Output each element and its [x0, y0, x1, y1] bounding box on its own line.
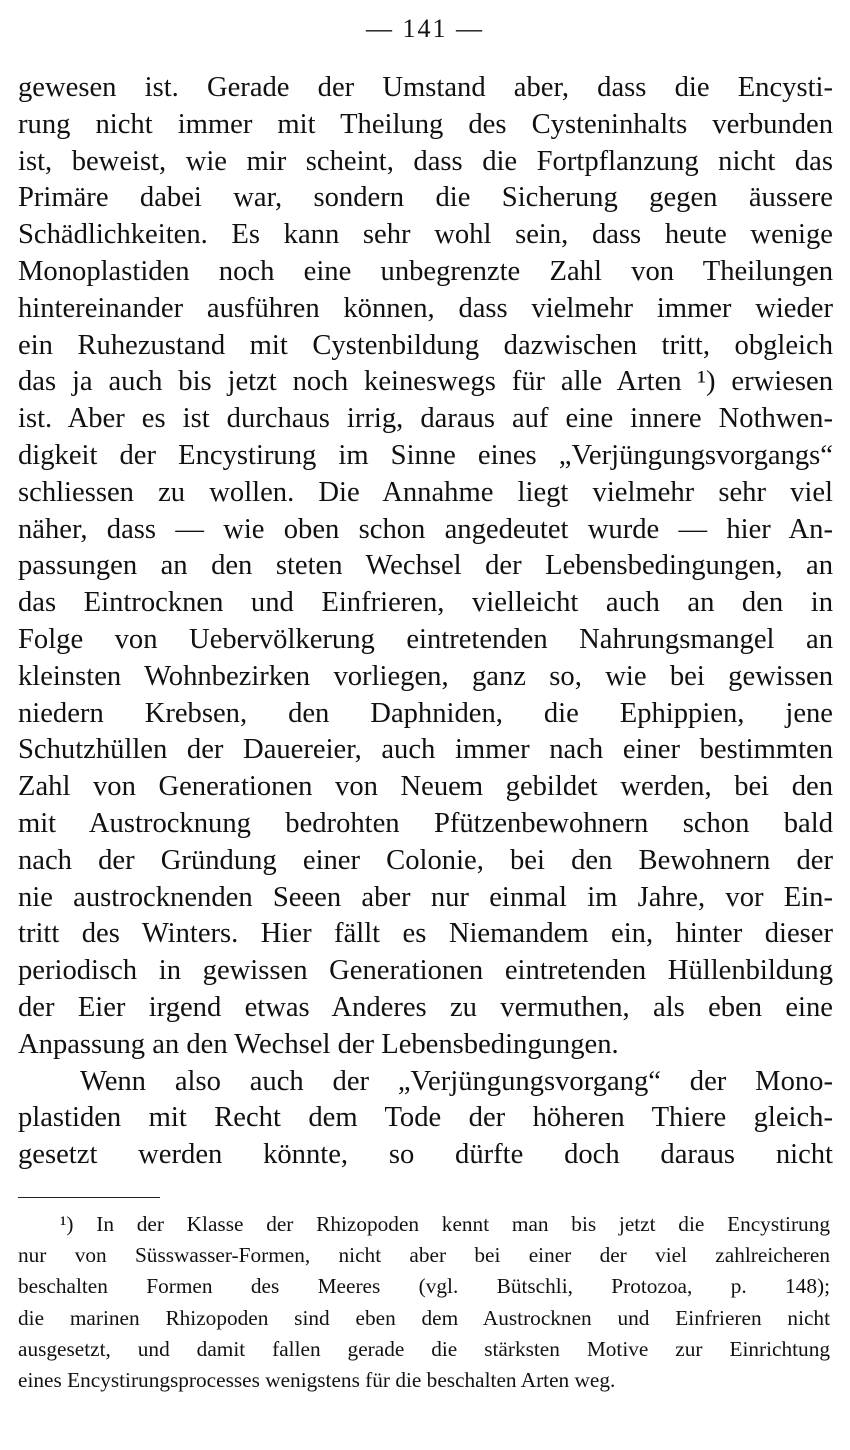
text-line: digkeit der Encystirung im Sinne eines „Verjüngungsvorgangs“: [18, 439, 833, 471]
text-line: Schädlichkeiten. Es kann sehr wohl sein, dass heute wenige: [18, 219, 833, 251]
text-line: Wenn also auch der „Verjüngungsvorgang“ der Mono-: [80, 1065, 833, 1097]
text-line: kleinsten Wohnbezirken vorliegen, ganz so, wie bei gewissen: [18, 660, 833, 692]
text-line: schliessen zu wollen. Die Annahme liegt vielmehr sehr viel: [18, 476, 833, 508]
text-line: Zahl von Generationen von Neuem gebildet werden, bei den: [18, 771, 833, 803]
text-line: näher, dass — wie oben schon angedeutet wurde — hier An-: [18, 513, 833, 545]
text-line: gewesen ist. Gerade der Umstand aber, dass die Encysti-: [18, 72, 833, 103]
page-number: — 141 —: [366, 14, 484, 43]
text-line: periodisch in gewissen Generationen eintretenden Hüllenbildung: [18, 955, 833, 987]
text-line: ein Ruhezustand mit Cystenbildung dazwischen tritt, obgleich: [18, 329, 833, 361]
text-line: Primäre dabei war, sondern die Sicherung gegen äussere: [18, 182, 833, 214]
text-line: niedern Krebsen, den Daphniden, die Ephippien, jene: [18, 697, 833, 729]
footnote: [18, 1209, 830, 1396]
text-line: rung nicht immer mit Theilung des Cysteninhalts verbunden: [18, 108, 833, 140]
text-line: Folge von Uebervölkerung eintretenden Nahrungsmangel an: [18, 623, 833, 655]
text-line: nach der Gründung einer Colonie, bei den Bewohnern der: [18, 844, 833, 876]
text-line: das ja auch bis jetzt noch keineswegs für alle Arten ¹) erwiesen: [18, 366, 833, 398]
text-line: Schutzhüllen der Dauereier, auch immer nach einer bestimmten: [18, 734, 833, 766]
text-line: der Eier irgend etwas Anderes zu vermuthen, als eben eine: [18, 991, 833, 1023]
text-line: gesetzt werden könnte, so dürfte doch daraus nicht: [18, 1139, 833, 1171]
footnote-line: eines Encystirungsprocesses wenigstens für die beschalten Arten weg.: [18, 1368, 616, 1393]
footnote-line: ausgesetzt, und damit fallen gerade die stärksten Motive zur Einrichtung: [18, 1336, 830, 1361]
text-line: nie austrocknenden Seeen aber nur einmal im Jahre, vor Ein-: [18, 881, 833, 913]
text-line: hintereinander ausführen können, dass vielmehr immer wieder: [18, 292, 833, 324]
footnote-line: beschalten Formen des Meeres (vgl. Bütschli, Protozoa, p. 148);: [18, 1274, 830, 1299]
text-line: ist. Aber es ist durchaus irrig, daraus auf eine innere Nothwen-: [18, 403, 833, 435]
text-line: Monoplastiden noch eine unbegrenzte Zahl von Theilungen: [18, 255, 833, 287]
body-text: [18, 70, 833, 1174]
footnote-line: ¹) In der Klasse der Rhizopoden kennt man bis jetzt die Encystirung: [60, 1212, 830, 1236]
text-line: Anpassung an den Wechsel der Lebensbedingungen.: [18, 1028, 619, 1060]
text-line: passungen an den steten Wechsel der Lebensbedingungen, an: [18, 550, 833, 582]
text-line: plastiden mit Recht dem Tode der höheren Thiere gleich-: [18, 1102, 833, 1134]
text-line: mit Austrocknung bedrohten Pfützenbewohnern schon bald: [18, 807, 833, 839]
footnote-line: nur von Süsswasser-Formen, nicht aber bei einer der viel zahlreicheren: [18, 1243, 830, 1268]
text-line: das Eintrocknen und Einfrieren, vielleicht auch an den in: [18, 587, 833, 619]
footnote-divider: [18, 1197, 160, 1198]
text-line: tritt des Winters. Hier fällt es Niemandem ein, hinter dieser: [18, 918, 833, 950]
footnote-line: die marinen Rhizopoden sind eben dem Austrocknen und Einfrieren nicht: [18, 1305, 830, 1330]
text-line: ist, beweist, wie mir scheint, dass die Fortpflanzung nicht das: [18, 145, 833, 177]
